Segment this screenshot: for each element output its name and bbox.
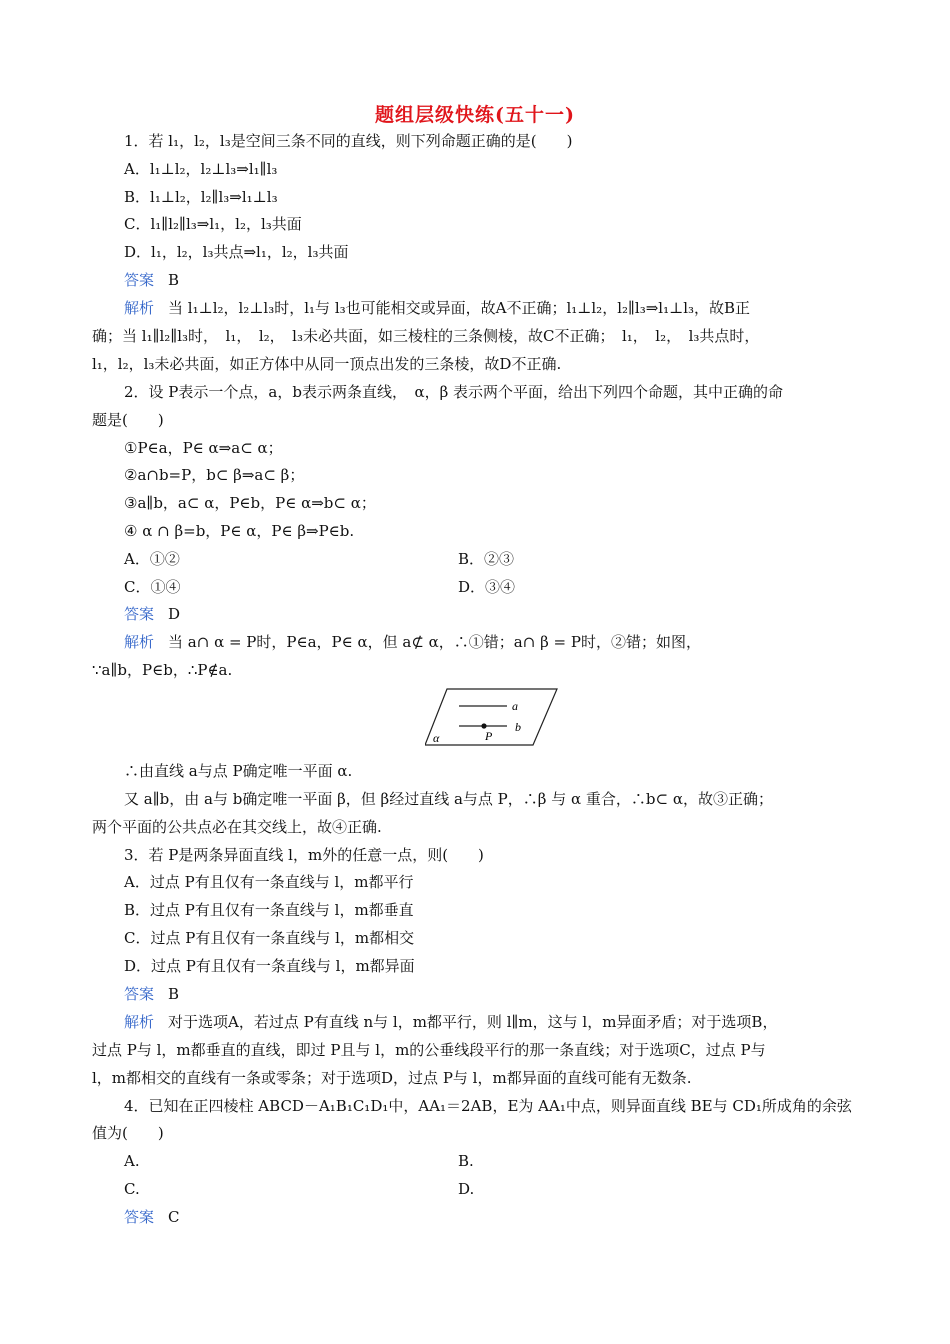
- q2-stem-line-2: 题是( ): [92, 411, 164, 429]
- q2-stem-line-1: 2．设 P表示一个点，a，b表示两条直线， α，β 表示两个平面，给出下列四个命题，其中正确的命: [124, 383, 784, 401]
- q2-statement-4: ④ α ∩ β=b，P∈ α，P∈ β⇒P∈b.: [124, 522, 355, 540]
- q1-option-b: B．l₁⊥l₂，l₂∥l₃⇒l₁⊥l₃: [124, 188, 278, 206]
- answer-value: C: [168, 1208, 180, 1226]
- q1-answer: [124, 270, 179, 290]
- answer-label: 答案: [124, 985, 155, 1003]
- q2-analysis-line-1: [124, 632, 701, 652]
- q2-analysis-line-2: ∵a∥b，P∈b，∴P∉a.: [92, 661, 233, 679]
- q2-analysis-line-4: 又 a∥b，由 a与 b确定唯一平面 β，但 β经过直线 a与点 P，∴β 与 α 重合，∴b⊂ α，故③正确；: [124, 790, 773, 808]
- plane-figure: [425, 688, 560, 748]
- analysis-text: 对于选项A，若过点 P有直线 n与 l，m都平行，则 l∥m，这与 l，m异面矛盾；对于选项B，: [168, 1013, 778, 1031]
- q4-option-b: B.: [458, 1152, 474, 1170]
- label-alpha: α: [433, 731, 440, 745]
- q3-analysis-line-3: l，m都相交的直线有一条或零条；对于选项D，过点 P与 l，m都异面的直线可能有无数条.: [92, 1069, 692, 1087]
- q2-option-a: A．①②: [124, 550, 180, 568]
- q1-option-d: D．l₁，l₂，l₃共点⇒l₁，l₂，l₃共面: [124, 243, 349, 261]
- q3-option-b: B．过点 P有且仅有一条直线与 l，m都垂直: [124, 901, 414, 919]
- q2-statement-2: ②a∩b=P，b⊂ β⇒a⊂ β；: [124, 466, 305, 484]
- q3-analysis-line-1: [124, 1012, 777, 1032]
- label-a: a: [512, 699, 518, 713]
- q2-statement-3: ③a∥b，a⊂ α，P∈b，P∈ α⇒b⊂ α；: [124, 494, 376, 512]
- q4-option-d: D.: [458, 1180, 475, 1198]
- q3-option-c: C．过点 P有且仅有一条直线与 l，m都相交: [124, 929, 415, 947]
- q1-option-a: A．l₁⊥l₂，l₂⊥l₃⇒l₁∥l₃: [124, 160, 278, 178]
- q4-stem-line-2: 值为( ): [92, 1124, 164, 1142]
- page-title: 题组层级快练(五十一): [375, 104, 575, 126]
- label-p: P: [485, 729, 493, 743]
- analysis-label: 解析: [124, 633, 155, 651]
- q1-stem: 1．若 l₁，l₂，l₃是空间三条不同的直线，则下列命题正确的是( ): [124, 132, 573, 150]
- q2-option-d: D．③④: [458, 578, 516, 596]
- analysis-text: 当 l₁⊥l₂，l₂⊥l₃时，l₁与 l₃也可能相交或异面，故A不正确；l₁⊥l₂，l₂∥l₃⇒l₁⊥l₃，故B正: [168, 299, 751, 317]
- q3-stem: 3．若 P是两条异面直线 l，m外的任意一点，则( ): [124, 846, 484, 864]
- answer-value: D: [168, 605, 181, 623]
- q3-option-a: A．过点 P有且仅有一条直线与 l，m都平行: [124, 873, 414, 891]
- q2-analysis-line-3: ∴由直线 a与点 P确定唯一平面 α.: [124, 762, 353, 780]
- answer-label: 答案: [124, 1208, 155, 1226]
- analysis-label: 解析: [124, 299, 155, 317]
- q1-option-c: C．l₁∥l₂∥l₃⇒l₁，l₂，l₃共面: [124, 215, 302, 233]
- q2-answer: [124, 604, 180, 624]
- q4-option-c: C.: [124, 1180, 140, 1198]
- q2-analysis-line-5: 两个平面的公共点必在其交线上，故④正确.: [92, 818, 382, 836]
- analysis-label: 解析: [124, 1013, 155, 1031]
- point-p: [481, 723, 486, 728]
- analysis-text: 当 a∩ α = P时，P∈a，P∈ α，但 a⊄ α，∴①错；a∩ β = P时，②错；如图，: [168, 633, 701, 651]
- q3-analysis-line-2: 过点 P与 l，m都垂直的直线，即过 P且与 l，m的公垂线段平行的那一条直线；对于选项C，过点 P与: [92, 1041, 766, 1059]
- label-b: b: [515, 720, 521, 734]
- answer-value: B: [168, 985, 180, 1003]
- q1-analysis-line-1: [124, 298, 750, 318]
- q1-analysis-line-3: l₁，l₂，l₃未必共面，如正方体中从同一顶点出发的三条棱，故D不正确.: [92, 355, 562, 373]
- answer-value: B: [168, 271, 180, 289]
- q2-option-c: C．①④: [124, 578, 181, 596]
- q4-stem-line-1: 4．已知在正四棱柱 ABCD－A₁B₁C₁D₁中，AA₁＝2AB，E为 AA₁中点，则异面直线 BE与 CD₁所成角的余弦: [124, 1097, 852, 1115]
- q4-option-a: A.: [124, 1152, 140, 1170]
- q4-answer: [124, 1207, 180, 1227]
- q2-statement-1: ①P∈a，P∈ α⇒a⊂ α；: [124, 439, 283, 457]
- answer-label: 答案: [124, 271, 155, 289]
- q2-option-b: B．②③: [458, 550, 515, 568]
- answer-label: 答案: [124, 605, 155, 623]
- q3-answer: [124, 984, 179, 1004]
- q3-option-d: D．过点 P有且仅有一条直线与 l，m都异面: [124, 957, 415, 975]
- q1-analysis-line-2: 确；当 l₁∥l₂∥l₃时， l₁， l₂， l₃未必共面，如三棱柱的三条侧棱，故C不正确； l₁， l₂， l₃共点时，: [92, 327, 760, 345]
